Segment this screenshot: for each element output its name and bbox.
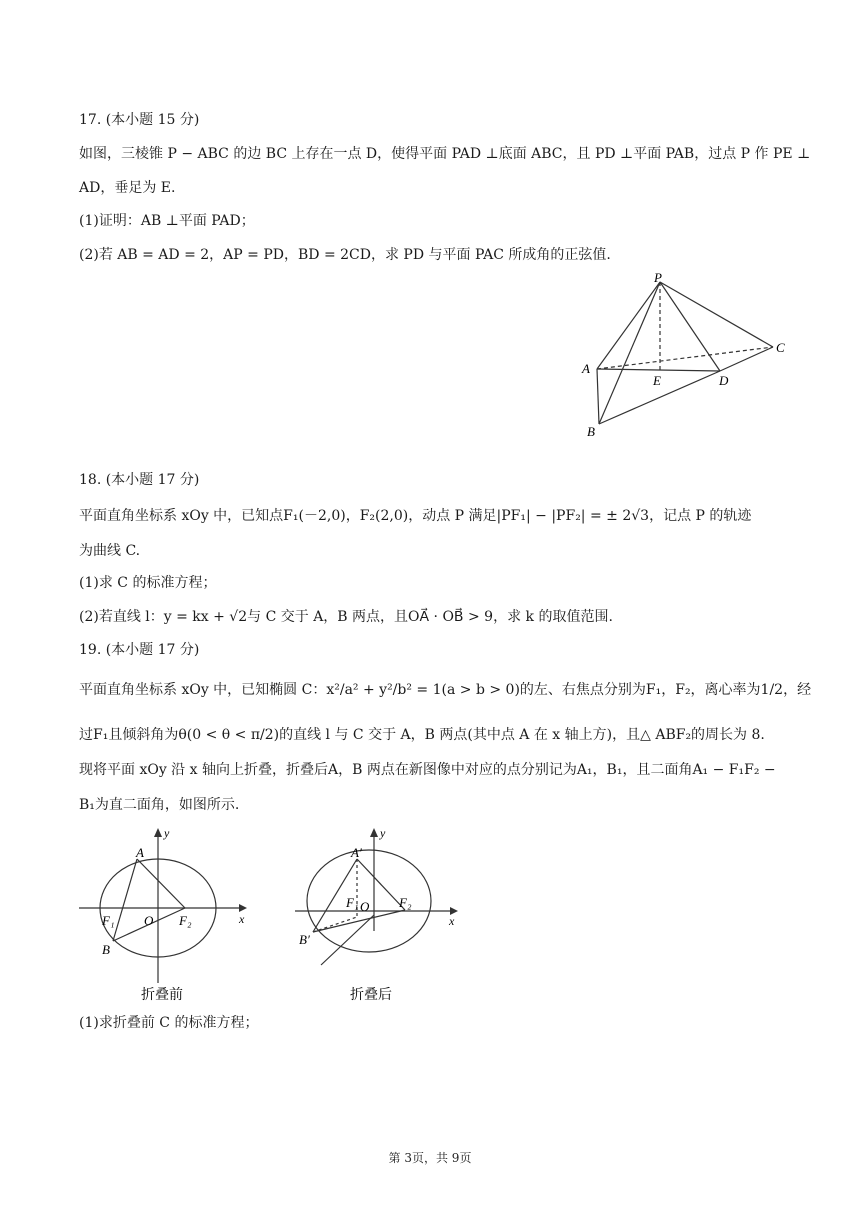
- p18-question2: (2)若直线 l：y = kx + √2与 C 交于 A，B 两点，且OA⃗ · OB⃗ > 9，求 k 的取值范围.: [79, 609, 613, 625]
- p19-after-label-a: A′: [351, 845, 362, 860]
- page-footer: 第 3页，共 9页: [388, 1151, 472, 1165]
- p19-after-label-f2: F₂: [399, 895, 412, 910]
- p19-before-label-x: x: [239, 912, 245, 926]
- p19-header: 19. (本小题 17 分): [79, 642, 200, 658]
- p19-after-caption: 折叠后: [350, 988, 392, 1003]
- p19-statement-line1: 平面直角坐标系 xOy 中，已知椭圆 C：x²/a² + y²/b² = 1(a > b > 0)的左、右焦点分别为F₁，F₂，离心率为1/2，经: [79, 682, 812, 698]
- p19-before-label-f2: F₂: [179, 913, 192, 928]
- p19-figure-before: [75, 823, 255, 1008]
- p19-figure-after: [293, 823, 468, 1008]
- p19-question1: (1)求折叠前 C 的标准方程；: [79, 1015, 259, 1031]
- p17-label-d: D: [719, 373, 729, 388]
- p17-question1: (1)证明：AB ⊥平面 PAD；: [79, 213, 255, 229]
- p19-before-label-b: B: [102, 942, 110, 957]
- p17-label-e: E: [653, 373, 661, 388]
- p19-statement-line4: B₁为直二面角，如图所示.: [79, 797, 240, 813]
- p17-pyramid-figure: [575, 268, 795, 440]
- p17-label-c: C: [776, 340, 785, 355]
- p17-statement-line1: 如图，三棱锥 P − ABC 的边 BC 上存在一点 D，使得平面 PAD ⊥底面 ABC，且 PD ⊥平面 PAB，过点 P 作 PE ⊥: [79, 146, 811, 162]
- p19-after-label-x: x: [449, 914, 455, 928]
- p18-statement-line2: 为曲线 C.: [79, 543, 141, 559]
- p17-label-p: P: [654, 270, 662, 285]
- p18-statement-line1: 平面直角坐标系 xOy 中，已知点F₁(－2,0)，F₂(2,0)，动点 P 满足|PF₁| − |PF₂| = ± 2√3，记点 P 的轨迹: [79, 508, 752, 524]
- p17-header: 17. (本小题 15 分): [79, 112, 200, 128]
- p19-statement-line2: 过F₁且倾斜角为θ(0 < θ < π/2)的直线 l 与 C 交于 A，B 两点(其中点 A 在 x 轴上方)，且△ ABF₂的周长为 8.: [79, 727, 765, 743]
- p19-before-label-y: y: [164, 826, 170, 840]
- p19-before-label-f1: F₁: [102, 913, 115, 928]
- p19-after-label-o: O: [360, 899, 370, 914]
- p17-label-b: B: [587, 424, 595, 439]
- p19-before-caption: 折叠前: [141, 988, 183, 1003]
- p19-statement-line3: 现将平面 xOy 沿 x 轴向上折叠，折叠后A，B 两点在新图像中对应的点分别记为A₁，B₁，且二面角A₁ − F₁F₂ −: [79, 762, 776, 778]
- p17-label-a: A: [582, 361, 590, 376]
- p18-header: 18. (本小题 17 分): [79, 472, 200, 488]
- p19-before-label-a: A: [136, 845, 144, 860]
- p19-before-label-o: O: [144, 913, 154, 928]
- p19-after-label-f1: F₁: [346, 895, 359, 910]
- p17-question2: (2)若 AB = AD = 2，AP = PD，BD = 2CD，求 PD 与平面 PAC 所成角的正弦值.: [79, 247, 611, 263]
- p17-statement-line2: AD，垂足为 E.: [79, 180, 176, 196]
- p19-after-label-b: B′: [299, 932, 310, 947]
- p18-question1: (1)求 C 的标准方程；: [79, 575, 217, 591]
- p19-after-label-y: y: [380, 826, 386, 840]
